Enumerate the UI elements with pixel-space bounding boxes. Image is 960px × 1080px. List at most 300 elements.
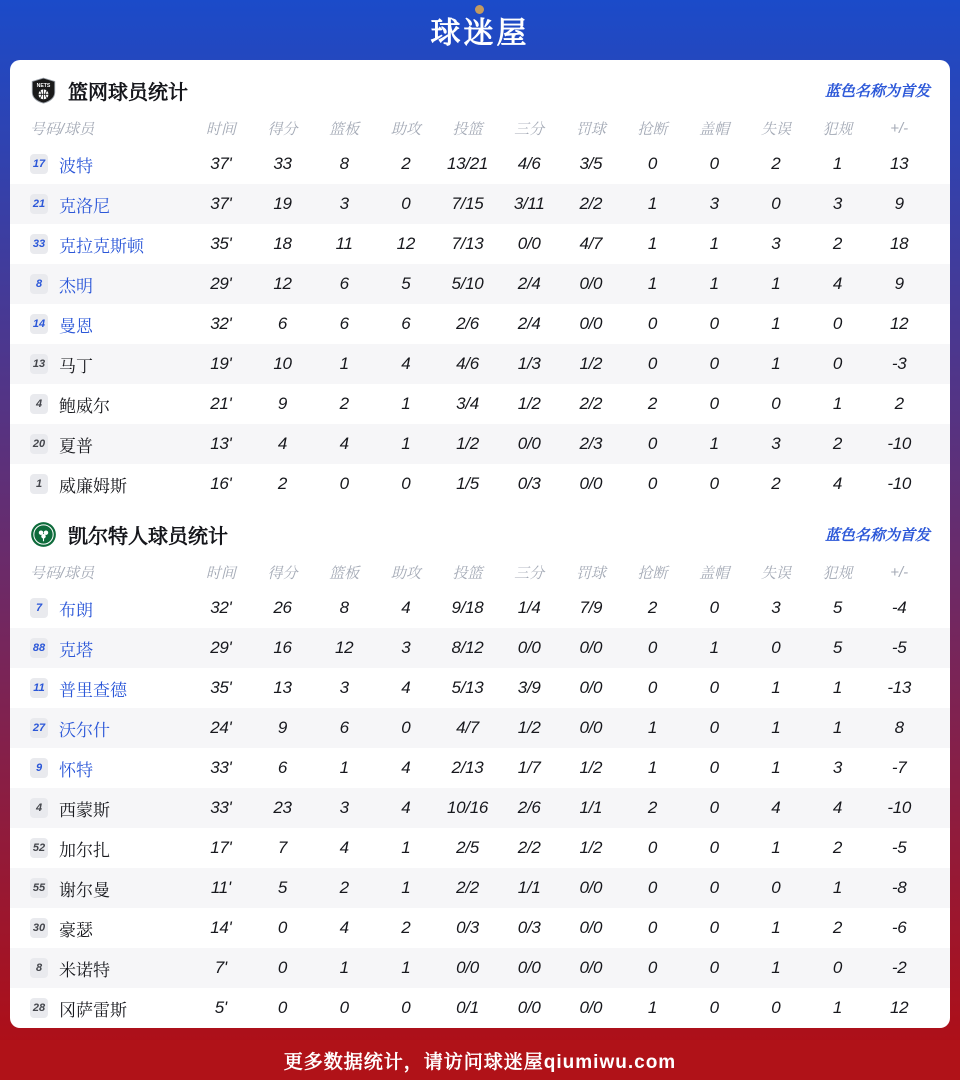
player-cell bbox=[30, 392, 190, 417]
stat-cell: 0 bbox=[277, 998, 288, 1017]
stat-cell: 5 bbox=[832, 638, 843, 657]
stat-cell: 2 bbox=[832, 918, 843, 937]
stat-cell: 1 bbox=[832, 998, 843, 1017]
player-name[interactable]: 鲍威尔 bbox=[59, 396, 110, 416]
player-name[interactable]: 沃尔什 bbox=[59, 720, 110, 740]
stat-cell: 0 bbox=[709, 354, 719, 373]
player-number-badge: 20 bbox=[30, 434, 48, 454]
stat-cell: 0 bbox=[277, 918, 288, 937]
stat-cell: 0/0 bbox=[579, 314, 603, 333]
stat-cell: 0 bbox=[771, 878, 781, 897]
column-header-cell: 犯规 bbox=[822, 564, 853, 582]
stat-cell: 0 bbox=[709, 918, 719, 937]
player-number-badge: 4 bbox=[30, 798, 48, 818]
stat-cell: 0 bbox=[709, 838, 719, 857]
stat-cell: 7/9 bbox=[579, 598, 603, 617]
stat-cell: 1/2 bbox=[579, 838, 603, 857]
stat-cell: 9 bbox=[277, 718, 288, 737]
player-name[interactable]: 加尔扎 bbox=[59, 840, 110, 860]
column-header-cell: 篮板 bbox=[329, 564, 360, 582]
stat-cell: 26 bbox=[273, 598, 292, 617]
team-title: 凯尔特人球员统计 bbox=[68, 525, 228, 548]
column-header-row bbox=[10, 556, 950, 588]
stat-cell: 1/1 bbox=[517, 878, 541, 897]
stat-cell: -3 bbox=[891, 354, 907, 373]
player-number-badge: 8 bbox=[30, 274, 48, 294]
stat-cell: 1 bbox=[771, 678, 781, 697]
stat-cell: 0/3 bbox=[456, 918, 479, 937]
team-title: 篮网球员统计 bbox=[68, 81, 188, 104]
stat-cell: 4 bbox=[832, 798, 843, 817]
player-row bbox=[10, 828, 950, 868]
stat-cell: 13 bbox=[890, 154, 909, 173]
player-name[interactable]: 克塔 bbox=[59, 640, 93, 660]
stat-cell: 29' bbox=[210, 638, 232, 657]
stat-cell: -7 bbox=[891, 758, 907, 777]
column-header-cell: 号码/球员 bbox=[30, 564, 95, 582]
stat-cell: 6 bbox=[339, 718, 349, 737]
player-number-badge: 88 bbox=[30, 638, 48, 658]
stat-cell: 1/2 bbox=[517, 394, 541, 413]
stat-cell: 13' bbox=[210, 434, 232, 453]
player-name[interactable]: 克拉克斯顿 bbox=[59, 236, 144, 256]
stat-cell: 1 bbox=[401, 958, 411, 977]
stat-cell: 0 bbox=[709, 678, 719, 697]
stat-cell: -10 bbox=[887, 434, 911, 453]
stat-cell: 6 bbox=[339, 314, 349, 333]
player-row bbox=[10, 224, 950, 264]
stat-cell: 11' bbox=[210, 878, 231, 897]
player-name[interactable]: 普里查德 bbox=[59, 680, 127, 700]
column-header-cell: 抢断 bbox=[637, 120, 668, 138]
player-name[interactable]: 谢尔曼 bbox=[59, 880, 110, 900]
stat-cell: 10 bbox=[273, 354, 292, 373]
stat-cell: 29' bbox=[210, 274, 232, 293]
stat-cell: 0 bbox=[709, 154, 719, 173]
stat-cell: 0/0 bbox=[517, 234, 541, 253]
stat-cell: 18 bbox=[273, 234, 292, 253]
stat-cell: 0/0 bbox=[579, 998, 603, 1017]
stat-cell: 2/6 bbox=[517, 798, 541, 817]
stat-cell: 0 bbox=[647, 154, 658, 173]
stat-cell: 0 bbox=[709, 314, 719, 333]
stat-cell: 33' bbox=[210, 758, 232, 777]
column-header-cell: 时间 bbox=[205, 564, 236, 582]
team-section-header bbox=[10, 60, 950, 112]
stat-cell: -5 bbox=[891, 838, 907, 857]
stat-cell: 4/6 bbox=[517, 154, 541, 173]
team-section-header bbox=[10, 504, 950, 556]
player-row bbox=[10, 668, 950, 708]
stat-cell: 0 bbox=[339, 474, 349, 493]
stat-cell: 12 bbox=[273, 274, 292, 293]
stat-cell: 0 bbox=[709, 598, 719, 617]
player-name[interactable]: 曼恩 bbox=[59, 316, 93, 336]
stat-cell: 1 bbox=[832, 678, 843, 697]
column-header-cell: 抢断 bbox=[637, 564, 668, 582]
player-row bbox=[10, 304, 950, 344]
stat-cell: 9 bbox=[277, 394, 288, 413]
stat-cell: 3 bbox=[771, 598, 781, 617]
stat-cell: 24' bbox=[210, 718, 232, 737]
stat-cell: 4 bbox=[401, 354, 411, 373]
stat-cell: 0/0 bbox=[579, 878, 603, 897]
stat-cell: 0/0 bbox=[517, 998, 541, 1017]
stat-cell: 1 bbox=[771, 958, 781, 977]
stat-cell: 2/2 bbox=[456, 878, 479, 897]
stat-cell: 37' bbox=[210, 154, 232, 173]
player-row bbox=[10, 988, 950, 1028]
column-header-cell: 得分 bbox=[267, 564, 298, 582]
column-header-cell: 盖帽 bbox=[699, 564, 730, 582]
player-cell bbox=[30, 596, 190, 621]
column-header-cell: 得分 bbox=[267, 120, 298, 138]
stat-cell: 8 bbox=[339, 598, 349, 617]
stat-cell: 3/9 bbox=[517, 678, 541, 697]
stat-cell: 2/5 bbox=[456, 838, 479, 857]
stat-cell: 2/2 bbox=[517, 838, 541, 857]
stat-cell: 1/2 bbox=[579, 758, 603, 777]
column-header-cell: 投篮 bbox=[452, 120, 483, 138]
stat-cell: 4 bbox=[401, 798, 411, 817]
stat-cell: 0 bbox=[339, 998, 349, 1017]
stat-cell: 9 bbox=[894, 194, 904, 213]
stat-cell: 1/3 bbox=[517, 354, 541, 373]
stat-cell: 0 bbox=[277, 958, 288, 977]
stat-cell: 0 bbox=[647, 838, 658, 857]
stat-cell: 1 bbox=[647, 758, 658, 777]
stat-cell: 0/0 bbox=[579, 958, 603, 977]
stat-cell: -4 bbox=[891, 598, 907, 617]
stat-cell: 0 bbox=[647, 678, 658, 697]
stat-cell: 16 bbox=[273, 638, 292, 657]
stat-cell: 1 bbox=[709, 234, 719, 253]
stat-cell: 1 bbox=[771, 274, 781, 293]
stat-cell: 0 bbox=[647, 354, 658, 373]
player-name[interactable]: 波特 bbox=[59, 156, 93, 176]
player-cell bbox=[30, 916, 190, 941]
player-number-badge: 30 bbox=[30, 918, 48, 938]
stat-cell: 4/7 bbox=[579, 234, 603, 253]
stat-cell: 32' bbox=[210, 598, 232, 617]
player-row bbox=[10, 184, 950, 224]
player-row bbox=[10, 424, 950, 464]
player-row bbox=[10, 788, 950, 828]
stat-cell: 1 bbox=[771, 838, 781, 857]
stat-cell: -10 bbox=[887, 798, 911, 817]
stat-cell: 3 bbox=[709, 194, 719, 213]
stat-cell: 7' bbox=[214, 958, 227, 977]
stat-cell: 3 bbox=[771, 234, 781, 253]
player-cell bbox=[30, 472, 190, 497]
stat-cell: 5 bbox=[401, 274, 411, 293]
stat-cell: 11 bbox=[335, 234, 353, 253]
player-row bbox=[10, 144, 950, 184]
stat-cell: 21' bbox=[210, 394, 232, 413]
stat-cell: 1 bbox=[771, 314, 781, 333]
column-header-cell: 失误 bbox=[760, 564, 791, 582]
stat-cell: 3/5 bbox=[579, 154, 603, 173]
stat-cell: 0/0 bbox=[517, 958, 541, 977]
player-name[interactable]: 克洛尼 bbox=[59, 196, 110, 216]
stat-cell: 0 bbox=[832, 354, 843, 373]
stat-cell: 3 bbox=[339, 798, 349, 817]
player-number-badge: 11 bbox=[30, 678, 48, 698]
stat-cell: 5 bbox=[277, 878, 288, 897]
stat-cell: -13 bbox=[887, 678, 911, 697]
svg-text:NETS: NETS bbox=[36, 82, 51, 89]
stat-cell: 0 bbox=[709, 394, 719, 413]
stat-cell: 1 bbox=[339, 958, 349, 977]
stat-cell: 9/18 bbox=[451, 598, 484, 617]
stat-cell: 1 bbox=[709, 434, 719, 453]
stat-cell: 5/10 bbox=[451, 274, 484, 293]
stat-cell: 2 bbox=[771, 474, 781, 493]
player-name[interactable]: 怀特 bbox=[59, 760, 93, 780]
stat-cell: 7/13 bbox=[451, 234, 484, 253]
stat-cell: 0 bbox=[832, 314, 843, 333]
player-cell bbox=[30, 636, 190, 661]
stat-cell: 13/21 bbox=[446, 154, 489, 173]
stat-cell: 1/2 bbox=[579, 354, 603, 373]
stat-cell: 0 bbox=[647, 474, 658, 493]
stat-cell: 0 bbox=[647, 918, 658, 937]
stat-cell: 0 bbox=[401, 718, 411, 737]
player-name[interactable]: 豪瑟 bbox=[59, 920, 93, 940]
stat-cell: 2/4 bbox=[517, 274, 541, 293]
stat-cell: 2/4 bbox=[517, 314, 541, 333]
stat-cell: 4/7 bbox=[456, 718, 479, 737]
stat-cell: 18 bbox=[890, 234, 909, 253]
stat-cell: 0 bbox=[401, 998, 411, 1017]
logo-ball-icon bbox=[475, 5, 484, 14]
stat-cell: 1 bbox=[401, 434, 411, 453]
column-header-cell: 罚球 bbox=[575, 564, 606, 582]
stat-cell: 10/16 bbox=[446, 798, 489, 817]
player-row bbox=[10, 264, 950, 304]
stat-cell: 13 bbox=[273, 678, 292, 697]
stat-cell: 1/2 bbox=[517, 718, 541, 737]
stat-cell: 1 bbox=[339, 758, 349, 777]
stat-cell: 9 bbox=[894, 274, 904, 293]
stat-cell: 4 bbox=[339, 918, 349, 937]
stat-cell: 37' bbox=[210, 194, 232, 213]
stat-cell: 7/15 bbox=[451, 194, 484, 213]
stat-cell: 0/0 bbox=[456, 958, 479, 977]
stat-cell: 7 bbox=[277, 838, 288, 857]
stat-cell: 6 bbox=[339, 274, 349, 293]
stat-cell: 2 bbox=[771, 154, 781, 173]
stat-cell: 0 bbox=[709, 958, 719, 977]
player-number-badge: 27 bbox=[30, 718, 48, 738]
player-name[interactable]: 布朗 bbox=[59, 600, 93, 620]
stat-cell: 2 bbox=[647, 798, 658, 817]
stat-cell: 33' bbox=[210, 798, 232, 817]
player-name[interactable]: 西蒙斯 bbox=[59, 800, 110, 820]
player-number-badge: 52 bbox=[30, 838, 48, 858]
stat-cell: 1 bbox=[647, 194, 658, 213]
stat-cell: 0/1 bbox=[456, 998, 479, 1017]
stat-cell: 8 bbox=[894, 718, 904, 737]
stat-cell: 3 bbox=[832, 194, 843, 213]
player-name[interactable]: 冈萨雷斯 bbox=[59, 1000, 127, 1020]
stat-cell: 4 bbox=[832, 474, 843, 493]
column-header-cell: 三分 bbox=[514, 120, 545, 138]
player-cell bbox=[30, 152, 190, 177]
stat-cell: 0 bbox=[771, 638, 781, 657]
stat-cell: 0/0 bbox=[579, 918, 603, 937]
stat-cell: 4 bbox=[401, 678, 411, 697]
footer-text: 更多数据统计，请访问球迷屋qiumiwu.com bbox=[283, 1051, 677, 1073]
stat-cell: 1 bbox=[647, 274, 658, 293]
stat-cell: 0/0 bbox=[517, 434, 541, 453]
column-header-cell: 号码/球员 bbox=[30, 120, 95, 138]
stat-cell: 6 bbox=[277, 758, 288, 777]
stat-cell: 0/0 bbox=[517, 638, 541, 657]
player-cell bbox=[30, 352, 190, 377]
player-cell bbox=[30, 432, 190, 457]
stat-cell: 1/4 bbox=[517, 598, 541, 617]
stat-cell: 0 bbox=[647, 958, 658, 977]
stat-cell: 1 bbox=[832, 154, 843, 173]
stat-cell: 2 bbox=[832, 838, 843, 857]
player-number-badge: 55 bbox=[30, 878, 48, 898]
stat-cell: 0 bbox=[401, 194, 411, 213]
player-row bbox=[10, 384, 950, 424]
player-cell bbox=[30, 836, 190, 861]
stat-cell: 2 bbox=[277, 474, 288, 493]
player-row bbox=[10, 464, 950, 504]
site-logo[interactable] bbox=[431, 8, 530, 52]
player-name[interactable]: 杰明 bbox=[59, 276, 93, 296]
stat-cell: 2 bbox=[339, 878, 349, 897]
stat-cell: 16' bbox=[210, 474, 232, 493]
site-logo-text: 球迷屋 bbox=[430, 17, 530, 50]
stat-cell: 0 bbox=[709, 878, 719, 897]
stat-cell: 4 bbox=[339, 434, 349, 453]
stat-cell: 12 bbox=[335, 638, 354, 657]
stat-cell: 0 bbox=[709, 718, 719, 737]
column-header-cell: 盖帽 bbox=[699, 120, 730, 138]
stat-cell: 0 bbox=[771, 998, 781, 1017]
stat-cell: 2 bbox=[401, 154, 411, 173]
team-section bbox=[10, 60, 950, 504]
stat-cell: 3 bbox=[401, 638, 411, 657]
player-name[interactable]: 米诺特 bbox=[59, 960, 110, 980]
player-cell bbox=[30, 996, 190, 1021]
player-cell bbox=[30, 956, 190, 981]
player-cell bbox=[30, 272, 190, 297]
player-cell bbox=[30, 716, 190, 741]
column-header-cell: 投篮 bbox=[452, 564, 483, 582]
site-header bbox=[0, 0, 960, 60]
player-number-badge: 21 bbox=[30, 194, 48, 214]
stat-cell: 2 bbox=[647, 394, 658, 413]
player-cell bbox=[30, 676, 190, 701]
stat-cell: 2 bbox=[647, 598, 658, 617]
player-cell bbox=[30, 232, 190, 257]
stat-cell: 14' bbox=[210, 918, 232, 937]
stat-cell: 1 bbox=[771, 718, 781, 737]
player-cell bbox=[30, 312, 190, 337]
stat-cell: 1 bbox=[647, 234, 658, 253]
player-number-badge: 1 bbox=[30, 474, 48, 494]
player-row bbox=[10, 628, 950, 668]
column-header-cell: 失误 bbox=[760, 120, 791, 138]
team-section bbox=[10, 504, 950, 1028]
player-row bbox=[10, 588, 950, 628]
stat-cell: -2 bbox=[891, 958, 907, 977]
player-name[interactable]: 马丁 bbox=[59, 356, 93, 376]
player-row bbox=[10, 908, 950, 948]
stat-cell: 0 bbox=[709, 798, 719, 817]
stat-cell: 0 bbox=[771, 194, 781, 213]
stat-cell: 1 bbox=[832, 394, 843, 413]
stat-cell: 0 bbox=[771, 394, 781, 413]
stat-cell: 0 bbox=[401, 474, 411, 493]
player-number-badge: 14 bbox=[30, 314, 48, 334]
player-row bbox=[10, 344, 950, 384]
stat-cell: 3 bbox=[339, 678, 349, 697]
stat-cell: 1 bbox=[832, 718, 843, 737]
stat-cell: 6 bbox=[401, 314, 411, 333]
stat-cell: 1 bbox=[771, 354, 781, 373]
stat-cell: 35' bbox=[210, 234, 232, 253]
stat-cell: 0/0 bbox=[579, 474, 603, 493]
player-name[interactable]: 夏普 bbox=[59, 436, 93, 456]
column-header-cell: 助攻 bbox=[390, 564, 421, 582]
starter-legend: 蓝色名称为首发 bbox=[824, 526, 930, 544]
stat-cell: 6 bbox=[277, 314, 288, 333]
player-cell bbox=[30, 192, 190, 217]
player-number-badge: 4 bbox=[30, 394, 48, 414]
stat-cell: 0/0 bbox=[579, 274, 603, 293]
player-number-badge: 9 bbox=[30, 758, 48, 778]
column-header-cell: 时间 bbox=[205, 120, 236, 138]
player-number-badge: 17 bbox=[30, 154, 48, 174]
player-row bbox=[10, 748, 950, 788]
stat-cell: 2 bbox=[894, 394, 904, 413]
stat-cell: 1 bbox=[647, 998, 658, 1017]
stat-cell: 1 bbox=[709, 274, 719, 293]
stat-cell: 1 bbox=[832, 878, 843, 897]
player-number-badge: 13 bbox=[30, 354, 48, 374]
stat-cell: 5/13 bbox=[451, 678, 484, 697]
stat-cell: 4 bbox=[832, 274, 843, 293]
stat-cell: 3/11 bbox=[513, 194, 545, 213]
stat-cell: 2/13 bbox=[451, 758, 484, 777]
stat-cell: 2 bbox=[832, 234, 843, 253]
stat-cell: 3 bbox=[832, 758, 843, 777]
stat-cell: 35' bbox=[210, 678, 232, 697]
column-header-cell: +/- bbox=[890, 563, 909, 581]
stat-cell: 2 bbox=[832, 434, 843, 453]
stat-cell: 1 bbox=[709, 638, 719, 657]
stat-cell: 8 bbox=[339, 154, 349, 173]
stat-cell: -8 bbox=[891, 878, 907, 897]
player-row bbox=[10, 708, 950, 748]
player-number-badge: 33 bbox=[30, 234, 48, 254]
stat-cell: 1/2 bbox=[456, 434, 479, 453]
stat-cell: 3 bbox=[339, 194, 349, 213]
player-name[interactable]: 威廉姆斯 bbox=[59, 476, 127, 496]
stat-cell: 8/12 bbox=[451, 638, 484, 657]
stat-cell: 1/5 bbox=[456, 474, 479, 493]
stat-cell: 1 bbox=[401, 878, 411, 897]
stat-cell: 0/0 bbox=[579, 718, 603, 737]
stat-cell: 4 bbox=[401, 598, 411, 617]
stat-cell: -6 bbox=[891, 918, 907, 937]
